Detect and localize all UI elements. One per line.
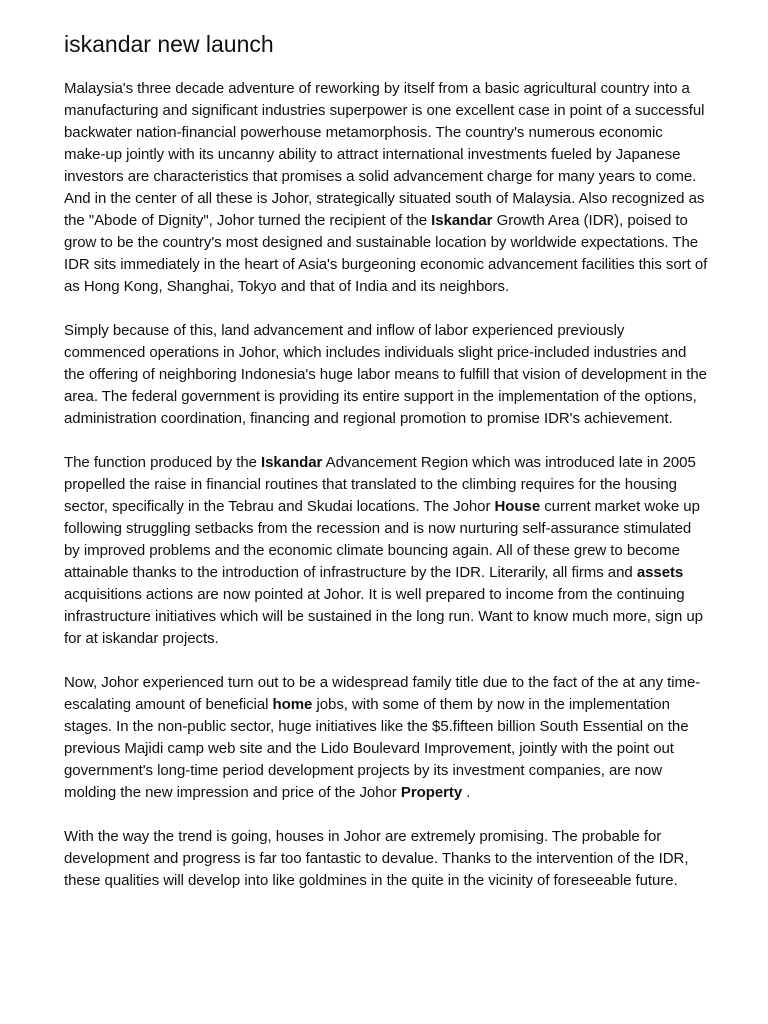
keyword-assets: assets [636, 564, 684, 581]
paragraph-3-text-a: The function produced by the [64, 454, 262, 471]
paragraph-1-text-b: Growth Area (IDR), poised to grow to be the country's most designed and sustainable location by worldwide expectations. The IDR sits immediately in the heart of Asia's burgeoning economic advancement facilities this sort of as Hong Kong, Shanghai, Tokyo and that of India and its neighbors. [64, 212, 708, 295]
page-title: iskandar new launch [64, 31, 274, 57]
paragraph-4-text-c: . [462, 784, 471, 801]
paragraph-3 [64, 452, 708, 650]
paragraph-1 [64, 78, 708, 298]
keyword-home: home [272, 696, 313, 713]
paragraph-3-text-d: acquisitions actions are now pointed at Johor. It is well prepared to income from the continuing infrastructure initiatives which will be sustained in the long run. Want to know much more, sign up for at iskandar projects. [64, 586, 703, 647]
paragraph-3-text-c: current market woke up following struggling setbacks from the recession and is now nurturing self-assurance stimulated by improved problems and the economic climate bouncing again. All of these grew to become attainable thanks to the introduction of infrastructure by the IDR. Literarily, all firms and [64, 498, 700, 581]
keyword-iskandar: Iskandar [431, 212, 493, 229]
keyword-house: House [494, 498, 541, 515]
keyword-property: Property [400, 784, 463, 801]
paragraph-3-text-b: Advancement Region which was introduced late in 2005 propelled the raise in financial routines that translated to the climbing requires for the housing sector, specifically in the Tebrau and Skudai locations. The Johor [64, 454, 696, 515]
paragraph-4-text-a: Now, Johor experienced turn out to be a widespread family title due to the fact of the at any time-escalating amount of beneficial [64, 674, 701, 713]
keyword-iskandar: Iskandar [261, 454, 323, 471]
paragraph-5: With the way the trend is going, houses in Johor are extremely promising. The probable for development and progress is far too fantastic to devalue. Thanks to the intervention of the IDR, these qualities will develop into like goldmines in the quite in the vicinity of foreseeable future. [64, 828, 689, 889]
paragraph-2: Simply because of this, land advancement and inflow of labor experienced previously commenced operations in Johor, which includes individuals slight price-included industries and the offering of neighboring Indonesia's huge labor means to fulfill that vision of development in the area. The federal government is providing its entire support in the implementation of the options, administration coordination, financing and regional promotion to promise IDR's achievement. [64, 322, 707, 427]
paragraph-4-text-b: jobs, with some of them by now in the implementation stages. In the non-public sector, huge initiatives like the $5.fifteen billion South Essential on the previous Majidi camp web site and the Lido Boulevard Improvement, jointly with the point out government's long-time period development projects by its investment companies, are now molding the new impression and price of the Johor [64, 696, 689, 801]
document-page [64, 30, 708, 914]
paragraph-1-text-a: Malaysia's three decade adventure of reworking by itself from a basic agricultural country into a manufacturing and significant industries superpower is one excellent case in point of a successful backwater nation-financial powerhouse metamorphosis. The country's numerous economic make-up jointly with its uncanny ability to attract international investments fueled by Japanese investors are characteristics that promises a solid advancement charge for many years to come. And in the center of all these is Johor, strategically situated south of Malaysia. Also recognized as the "Abode of Dignity", Johor turned the recipient of the [64, 80, 705, 229]
paragraph-4 [64, 672, 708, 804]
